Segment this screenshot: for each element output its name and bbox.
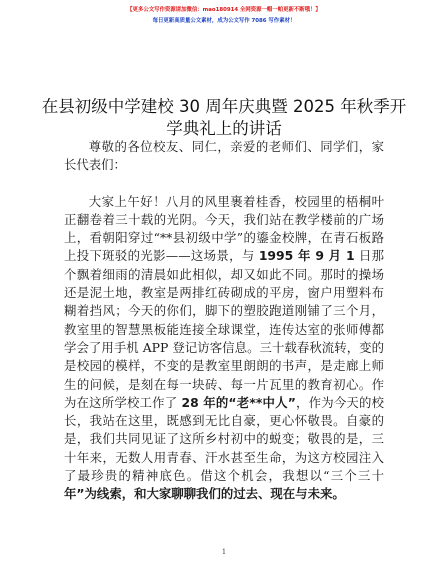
founding-date: 1995 年 9 月 1	[258, 248, 355, 264]
opening-paragraph	[64, 193, 384, 504]
speech-body	[64, 138, 384, 504]
paragraph-text-3: ，作为今天的校长，我站在这里，既感到无比自豪，更心怀敬畏。自豪的是，我们共同见证了这所乡村初中的蜕变；敬畏的是，三十年来，无数人用青春、汗水甚至生命，为这方校园注入了最珍贵的精神底色。借这个机会，我想以“三个三十	[64, 394, 384, 484]
page-number: 1	[221, 548, 227, 556]
promo-banner-line-1: 【更多公文写作资源请加微信：mao180914 全网资源一帽一帕更新不断哦！】	[127, 7, 321, 13]
salutation: 尊敬的各位校友、同仁，亲爱的老师们、同学们，家长代表们：	[64, 139, 384, 173]
speech-title: 在县初级中学建校 30 周年庆典暨 2025 年秋季开学典礼上的讲话	[41, 97, 407, 139]
tenure-emphasis: 28 年的“老**中人”	[181, 394, 296, 410]
closing-emphasis: 年”为线索，和大家聊聊我们的过去、现在与未来。	[64, 486, 345, 502]
paragraph-text-1: 大家上午好！八月的风里裹着桂香，校园里的梧桐叶正翻卷着三十载的光阴。今天，我们站在教学楼前的广场上，看朝阳穿过“**县初级中学”的鎏金校牌，在青石板路上投下斑驳的光影——这场景，与	[64, 193, 384, 264]
paragraph-text-2: 日那个飘着细雨的清晨如此相似，却又如此不同。那时的操场还是泥土地，教室是两排红砖砌成的平房，窗户用塑料布糊着挡风；今天的你们，脚下的塑胶跑道刚铺了三个月，教室里的智慧黑板能连接全球课堂，连传达室的张师傅都学会了用手机 APP 登记访客信息。三十载春秋流转，变的是校园的模样，不变的是教室里朗朗的书声，是走廊上师生的问候，是刻在每一块砖、每一片瓦里的教育初心。作为在这所学校工作了	[64, 248, 384, 410]
promo-banner-line-2: 每日更新高质量公文素材，成为公文写作 7086 写作素材！	[152, 18, 296, 24]
promo-banner	[0, 5, 448, 27]
